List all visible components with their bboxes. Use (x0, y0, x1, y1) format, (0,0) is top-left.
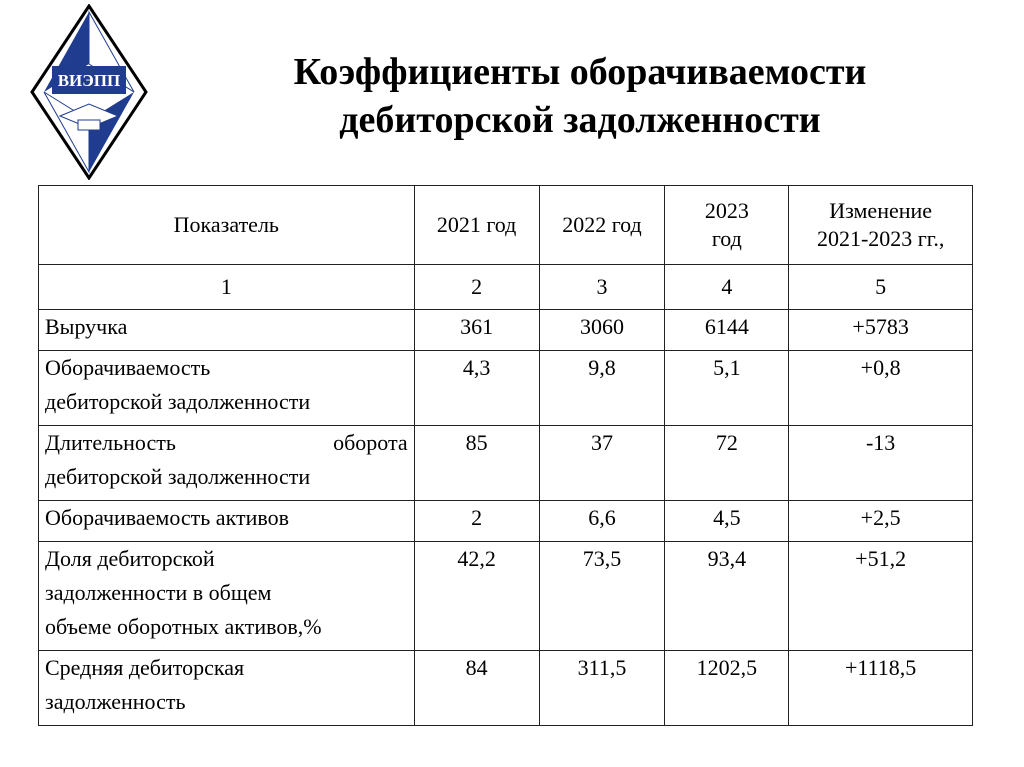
column-number: 4 (665, 265, 789, 310)
title-line-1: Коэффициенты оборачиваемости (293, 51, 867, 93)
row-label (39, 310, 415, 351)
cell-2022: 9,8 (539, 351, 665, 426)
header-2023-line-2: год (711, 226, 742, 251)
cell-2023: 72 (665, 426, 789, 501)
row-label-line: Оборачиваемость (45, 355, 211, 380)
cell-2023: 6144 (665, 310, 789, 351)
viepp-emblem (30, 4, 148, 180)
cell-2022: 3060 (539, 310, 665, 351)
cell-2022: 73,5 (539, 542, 665, 651)
row-label-justified-line (45, 426, 408, 460)
logo-text: ВИЭПП (57, 71, 121, 90)
cell-change: +5783 (789, 310, 973, 351)
header-change (789, 186, 973, 265)
table-row-asset-turnover (39, 501, 973, 542)
cell-2022: 37 (539, 426, 665, 501)
cell-change: +51,2 (789, 542, 973, 651)
row-label-word: Длительность (45, 430, 176, 455)
column-number: 3 (539, 265, 665, 310)
row-label (39, 351, 415, 426)
row-label (39, 426, 415, 501)
row-label-word: оборота (333, 430, 408, 455)
cell-2021: 2 (414, 501, 539, 542)
cell-2021: 84 (414, 651, 539, 726)
cell-2021: 42,2 (414, 542, 539, 651)
table-row-revenue (39, 310, 973, 351)
row-label (39, 651, 415, 726)
row-label (39, 501, 415, 542)
column-number: 2 (414, 265, 539, 310)
cell-2021: 85 (414, 426, 539, 501)
row-label-line: Средняя дебиторская (45, 655, 245, 680)
column-number-row (39, 265, 973, 310)
cell-change: +2,5 (789, 501, 973, 542)
table-row-turnover-duration (39, 426, 973, 501)
header-indicator: Показатель (39, 186, 415, 265)
cell-2021: 361 (414, 310, 539, 351)
row-label-line: Выручка (45, 314, 128, 339)
header-2023 (665, 186, 789, 265)
column-number: 1 (39, 265, 415, 310)
header-2021: 2021 год (414, 186, 539, 265)
cell-2021: 4,3 (414, 351, 539, 426)
page-title (160, 48, 1000, 144)
turnover-table (38, 185, 973, 726)
viepp-logo (30, 4, 148, 180)
table-row-receivables-share (39, 542, 973, 651)
row-label (39, 542, 415, 651)
row-label-line: Доля дебиторской (45, 546, 215, 571)
header-change-line-1: Изменение (829, 198, 933, 223)
cell-2023: 1202,5 (665, 651, 789, 726)
column-number: 5 (789, 265, 973, 310)
header-change-line-2: 2021-2023 гг., (816, 226, 945, 251)
cell-2023: 5,1 (665, 351, 789, 426)
row-label-line: дебиторской задолженности (45, 389, 311, 414)
cell-2022: 311,5 (539, 651, 665, 726)
cell-change: +0,8 (789, 351, 973, 426)
table-header-row (39, 186, 973, 265)
header-2022: 2022 год (539, 186, 665, 265)
cell-2023: 93,4 (665, 542, 789, 651)
table-row-receivables-turnover (39, 351, 973, 426)
cell-2022: 6,6 (539, 501, 665, 542)
title-line-2: дебиторской задолженности (339, 99, 821, 141)
row-label-line: задолженности в общем (45, 580, 272, 605)
table-row-average-receivables (39, 651, 973, 726)
row-label-line: объеме оборотных активов,% (45, 614, 322, 639)
row-label-line: Оборачиваемость активов (45, 505, 289, 530)
row-label-line: дебиторской задолженности (45, 464, 311, 489)
header-2023-line-1: 2023 (704, 198, 749, 223)
cell-change: +1118,5 (789, 651, 973, 726)
cell-2023: 4,5 (665, 501, 789, 542)
row-label-line: задолженность (45, 689, 186, 714)
cell-change: -13 (789, 426, 973, 501)
